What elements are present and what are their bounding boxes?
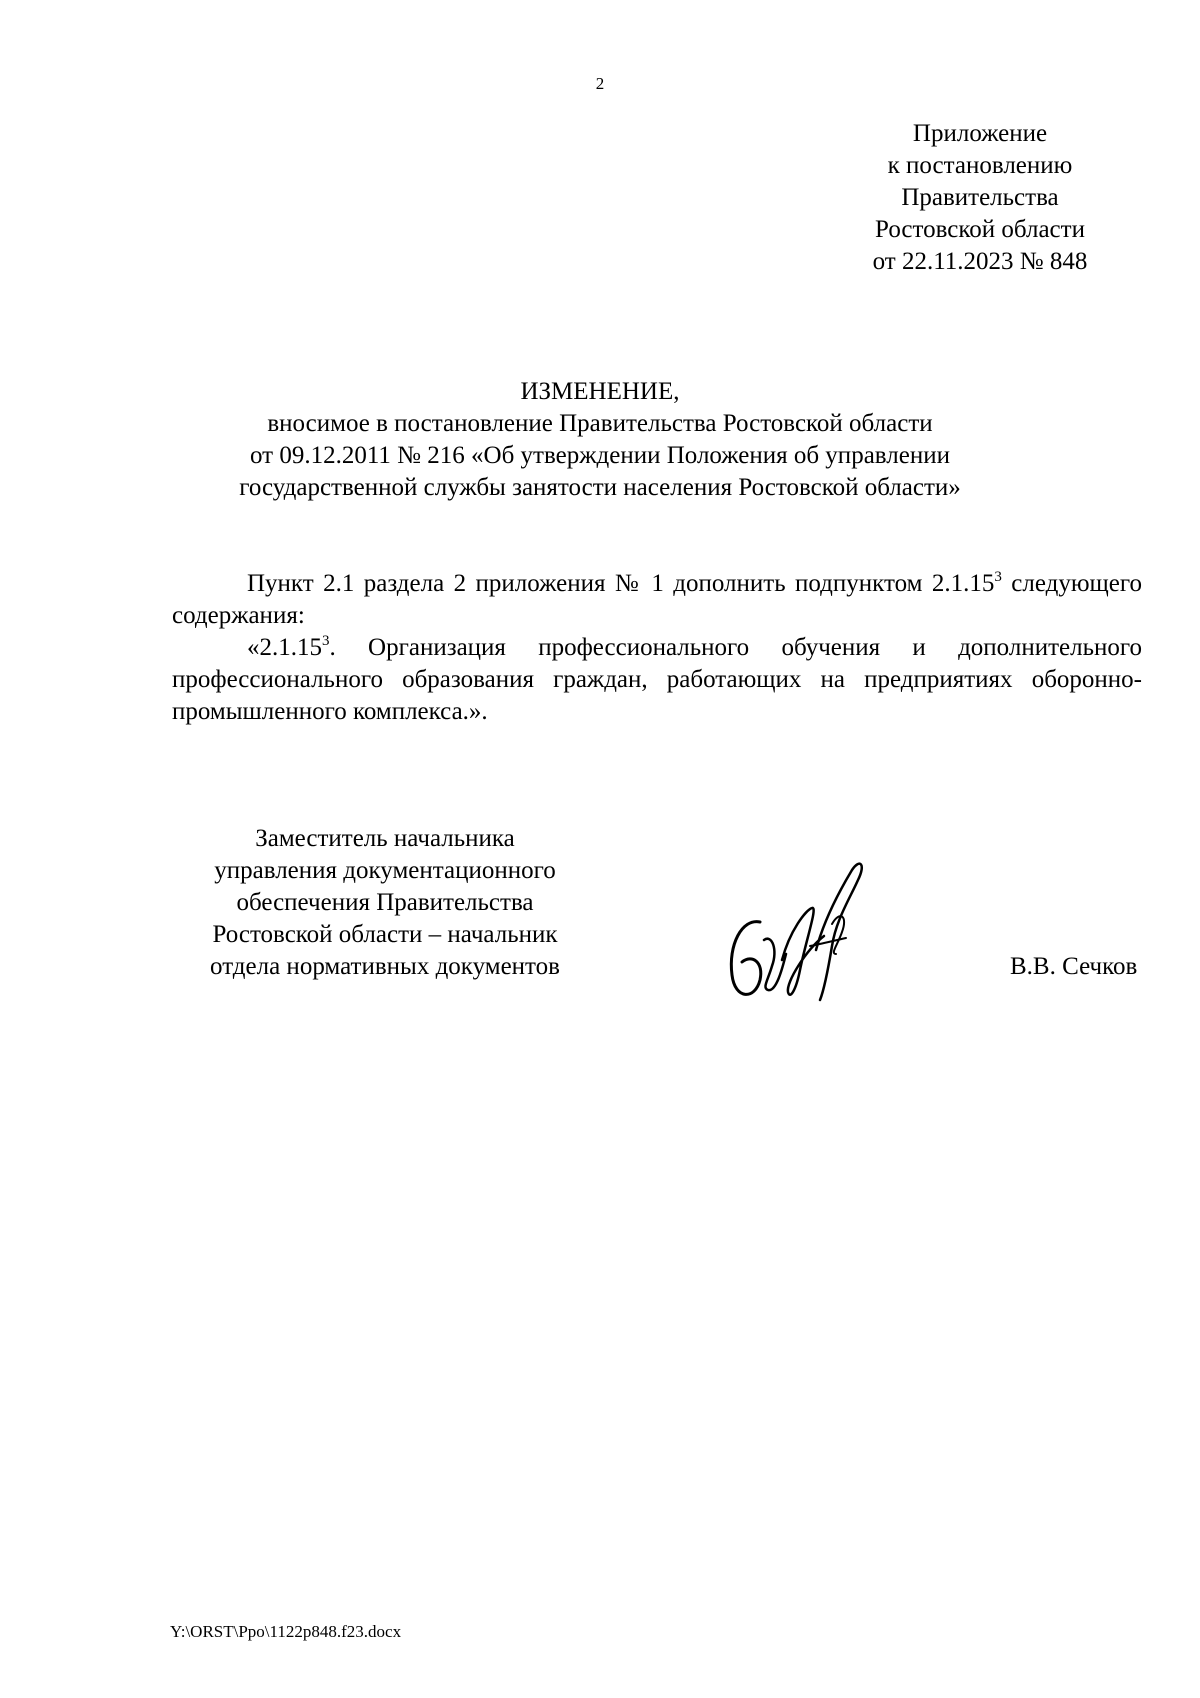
signer-position-line: Ростовской области – начальник bbox=[212, 921, 558, 948]
appendix-line: от 22.11.2023 № 848 bbox=[872, 248, 1088, 275]
handwritten-signature bbox=[720, 850, 880, 1010]
signer-position-line: обеспечения Правительства bbox=[236, 889, 534, 916]
appendix-line: Ростовской области bbox=[875, 216, 1085, 243]
superscript: 3 bbox=[322, 633, 330, 649]
paragraph-text: Пункт 2.1 раздела 2 приложения № 1 дополнить подпунктом 2.1.15 bbox=[247, 570, 995, 597]
title-heading: ИЗМЕНЕНИЕ, bbox=[520, 378, 680, 405]
page-number: 2 bbox=[595, 74, 605, 93]
signer-position-line: отдела нормативных документов bbox=[210, 953, 560, 980]
appendix-line: Приложение bbox=[912, 120, 1048, 147]
title-line: от 09.12.2011 № 216 «Об утверждении Положения об управлении bbox=[250, 442, 950, 469]
signer-position-line: управления документационного bbox=[214, 857, 556, 884]
title-line: вносимое в постановление Правительства Ростовской области bbox=[267, 410, 933, 437]
document-title bbox=[150, 376, 1050, 504]
file-path-footer: Y:\ORST\Ppo\1122p848.f23.docx bbox=[170, 1622, 402, 1641]
paragraph-text: следующего содержания: bbox=[172, 570, 1142, 629]
body-paragraph bbox=[172, 632, 1142, 728]
appendix-header bbox=[830, 118, 1130, 278]
paragraph-text: . Организация профессионального обучения и дополнительного профессионального образования граждан, работающих на предприятиях оборонно-промышленного комплекса.». bbox=[172, 634, 1142, 725]
appendix-line: к постановлению bbox=[887, 152, 1073, 179]
appendix-line: Правительства bbox=[901, 184, 1059, 211]
body-paragraph bbox=[172, 568, 1142, 632]
paragraph-text: «2.1.15 bbox=[247, 634, 322, 661]
signer-position-line: Заместитель начальника bbox=[255, 825, 515, 852]
superscript: 3 bbox=[994, 569, 1002, 585]
signer-name: В.В. Сечков bbox=[1010, 953, 1138, 980]
document-body bbox=[172, 568, 1142, 728]
signer-position bbox=[170, 823, 600, 983]
title-line: государственной службы занятости населения Ростовской области» bbox=[239, 474, 961, 501]
